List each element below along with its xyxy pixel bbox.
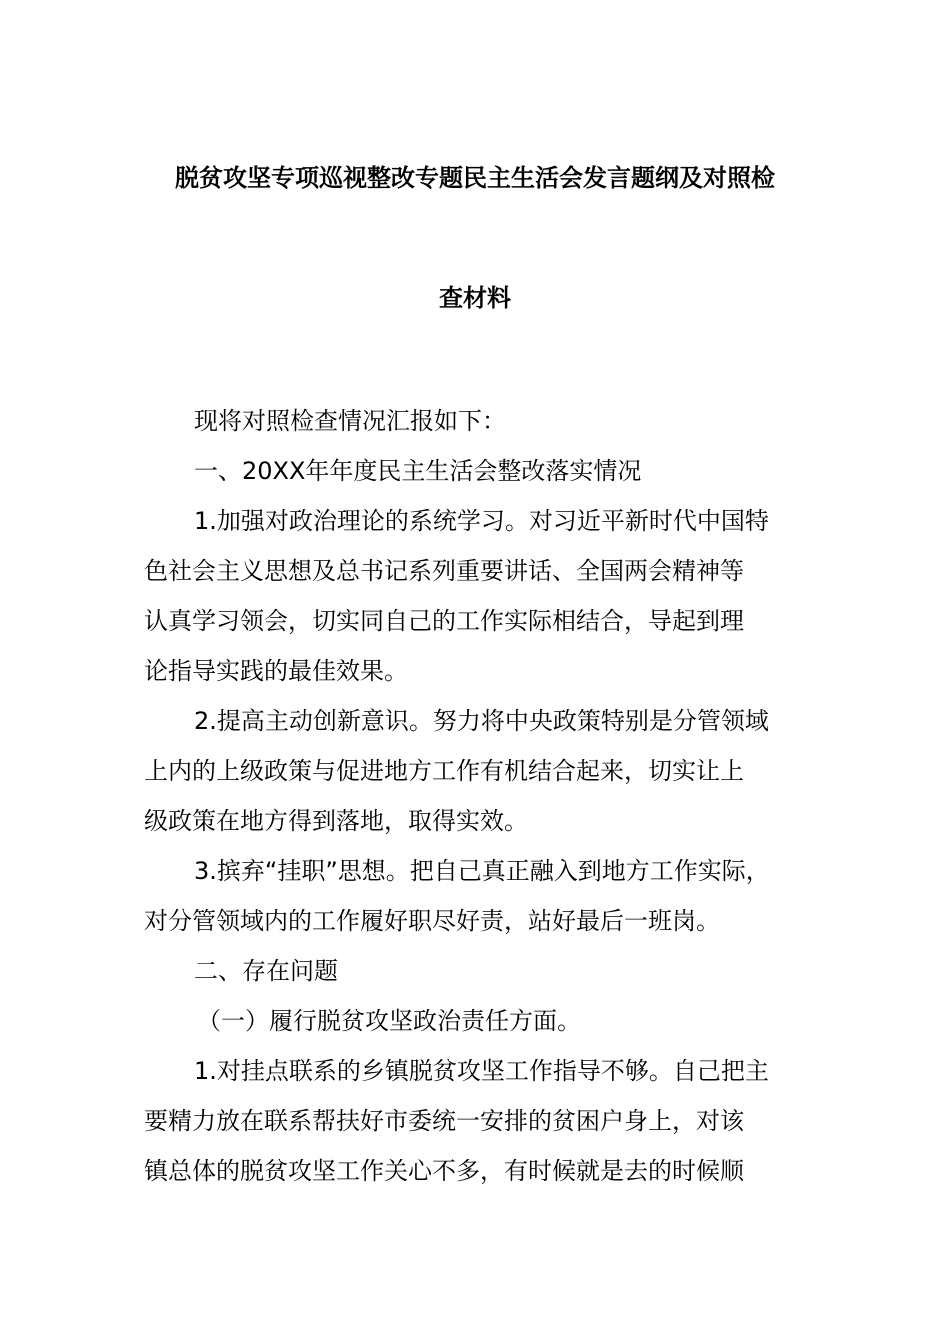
paragraph-line: 上内的上级政策与促进地方工作有机结合起来，切实让上 bbox=[144, 757, 744, 785]
paragraph-line: 1.加强对政治理论的系统学习。对习近平新时代中国特 bbox=[194, 507, 769, 535]
paragraph-line: 对分管领域内的工作履好职尽好责，站好最后一班岗。 bbox=[144, 907, 720, 935]
paragraph-line: 镇总体的脱贫攻坚工作关心不多，有时候就是去的时候顺 bbox=[144, 1157, 744, 1185]
paragraph-line: 认真学习领会，切实同自己的工作实际相结合，导起到理 bbox=[144, 607, 744, 635]
paragraph-line: 级政策在地方得到落地，取得实效。 bbox=[144, 807, 528, 835]
paragraph-line: 2.提高主动创新意识。努力将中央政策特别是分管领域 bbox=[194, 707, 769, 735]
paragraph-line: 3.摈弃“挂职”思想。把自己真正融入到地方工作实际， bbox=[194, 857, 770, 885]
section-heading-2: 二、存在问题 bbox=[194, 957, 338, 985]
paragraph-line: 1.对挂点联系的乡镇脱贫攻坚工作指导不够。自己把主 bbox=[194, 1057, 769, 1085]
subsection-heading: （一）履行脱贫攻坚政治责任方面。 bbox=[197, 1007, 581, 1035]
paragraph-line: 论指导实践的最佳效果。 bbox=[144, 657, 408, 685]
document-title-line-2: 查材料 bbox=[439, 284, 511, 312]
section-heading-1: 一、20XX年年度民主生活会整改落实情况 bbox=[194, 457, 642, 485]
paragraph-line: 要精力放在联系帮扶好市委统一安排的贫困户身上，对该 bbox=[144, 1107, 744, 1135]
intro-paragraph: 现将对照检查情况汇报如下： bbox=[194, 407, 506, 435]
document-title-line-1: 脱贫攻坚专项巡视整改专题民主生活会发言题纲及对照检 bbox=[175, 164, 775, 192]
paragraph-line: 色社会主义思想及总书记系列重要讲话、全国两会精神等 bbox=[144, 557, 744, 585]
